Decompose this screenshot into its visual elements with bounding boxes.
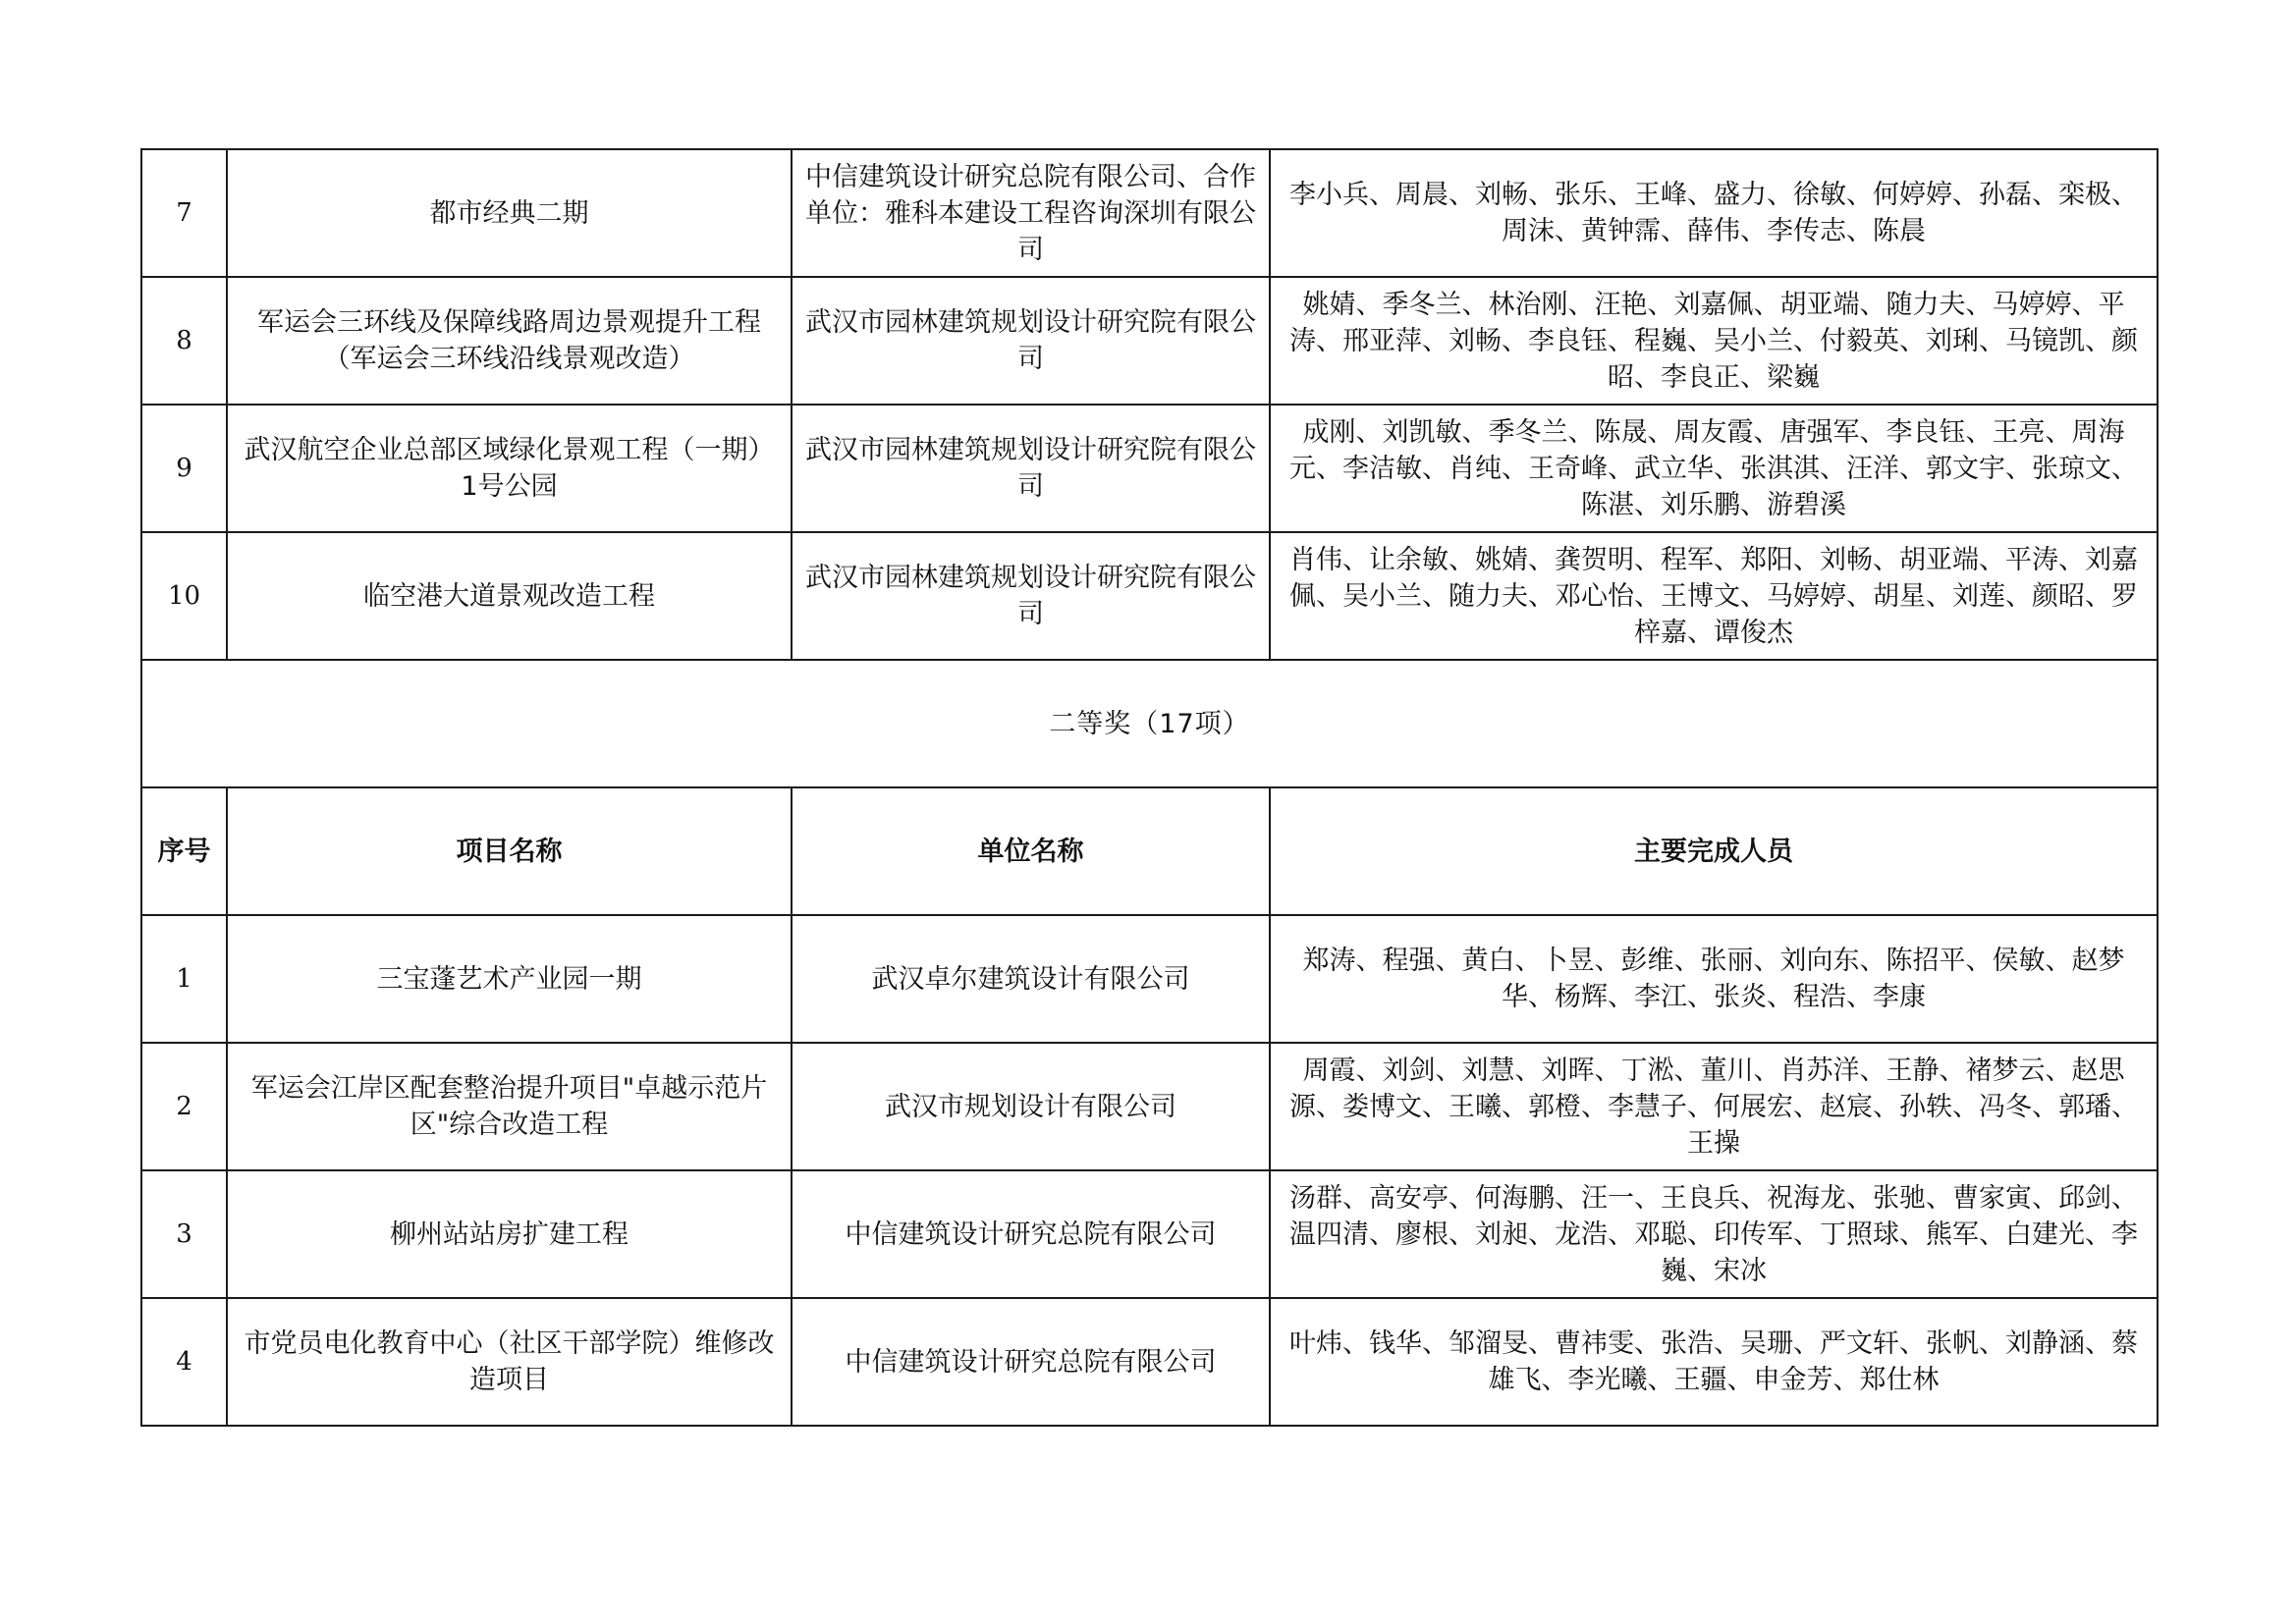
table-header-row [141,787,2158,915]
table-row [141,277,2158,405]
table-row [141,149,2158,277]
main-personnel: 郑涛、程强、黄白、卜昱、彭维、张丽、刘向东、陈招平、侯敏、赵梦华、杨辉、李江、张炎、程浩、李康 [1270,915,2158,1043]
row-number: 3 [141,1170,227,1298]
project-name: 柳州站站房扩建工程 [227,1170,792,1298]
row-number: 1 [141,915,227,1043]
main-personnel: 李小兵、周晨、刘畅、张乐、王峰、盛力、徐敏、何婷婷、孙磊、栾极、周沫、黄钟霈、薛伟、李传志、陈晨 [1270,149,2158,277]
main-personnel: 叶炜、钱华、邹溜旻、曹祎雯、张浩、吴珊、严文轩、张帆、刘静涵、蔡雄飞、李光曦、王疆、申金芳、郑仕林 [1270,1298,2158,1426]
table-row [141,532,2158,660]
main-personnel: 成刚、刘凯敏、季冬兰、陈晟、周友霞、唐强军、李良钰、王亮、周海元、李洁敏、肖纯、王奇峰、武立华、张淇淇、汪洋、郭文宇、张琼文、陈湛、刘乐鹏、游碧溪 [1270,405,2158,532]
unit-name: 武汉市规划设计有限公司 [792,1043,1270,1170]
table-row [141,1043,2158,1170]
table-row [141,405,2158,532]
section-title-row [141,660,2158,787]
project-name: 军运会江岸区配套整治提升项目"卓越示范片区"综合改造工程 [227,1043,792,1170]
row-number: 7 [141,149,227,277]
section-title-second-prize: 二等奖（17项） [141,660,2158,787]
header-people: 主要完成人员 [1270,787,2158,915]
unit-name: 武汉市园林建筑规划设计研究院有限公司 [792,532,1270,660]
row-number: 8 [141,277,227,405]
main-personnel: 肖伟、让余敏、姚婧、龚贺明、程军、郑阳、刘畅、胡亚端、平涛、刘嘉佩、吴小兰、随力夫、邓心怡、王博文、马婷婷、胡星、刘莲、颜昭、罗梓嘉、谭俊杰 [1270,532,2158,660]
row-number: 9 [141,405,227,532]
project-name: 市党员电化教育中心（社区干部学院）维修改造项目 [227,1298,792,1426]
row-number: 4 [141,1298,227,1426]
project-name: 武汉航空企业总部区域绿化景观工程（一期）1号公园 [227,405,792,532]
row-number: 2 [141,1043,227,1170]
unit-name: 中信建筑设计研究总院有限公司 [792,1170,1270,1298]
project-name: 三宝蓬艺术产业园一期 [227,915,792,1043]
header-project: 项目名称 [227,787,792,915]
table-row [141,915,2158,1043]
unit-name: 中信建筑设计研究总院有限公司 [792,1298,1270,1426]
project-name: 都市经典二期 [227,149,792,277]
awards-table [140,148,2159,1427]
table-row [141,1170,2158,1298]
main-personnel: 周霞、刘剑、刘慧、刘晖、丁淞、董川、肖苏洋、王静、褚梦云、赵思源、娄博文、王曦、郭橙、李慧子、何展宏、赵宸、孙轶、冯冬、郭璠、王操 [1270,1043,2158,1170]
main-personnel: 汤群、高安亭、何海鹏、汪一、王良兵、祝海龙、张驰、曹家寅、邱剑、温四清、廖根、刘昶、龙浩、邓聪、印传军、丁照球、熊军、白建光、李巍、宋冰 [1270,1170,2158,1298]
header-no: 序号 [141,787,227,915]
table-row [141,1298,2158,1426]
row-number: 10 [141,532,227,660]
unit-name: 武汉市园林建筑规划设计研究院有限公司 [792,405,1270,532]
project-name: 临空港大道景观改造工程 [227,532,792,660]
unit-name: 中信建筑设计研究总院有限公司、合作单位：雅科本建设工程咨询深圳有限公司 [792,149,1270,277]
project-name: 军运会三环线及保障线路周边景观提升工程（军运会三环线沿线景观改造） [227,277,792,405]
header-unit: 单位名称 [792,787,1270,915]
unit-name: 武汉市园林建筑规划设计研究院有限公司 [792,277,1270,405]
main-personnel: 姚婧、季冬兰、林治刚、汪艳、刘嘉佩、胡亚端、随力夫、马婷婷、平涛、邢亚萍、刘畅、李良钰、程巍、吴小兰、付毅英、刘琍、马镜凯、颜昭、李良正、梁巍 [1270,277,2158,405]
unit-name: 武汉卓尔建筑设计有限公司 [792,915,1270,1043]
